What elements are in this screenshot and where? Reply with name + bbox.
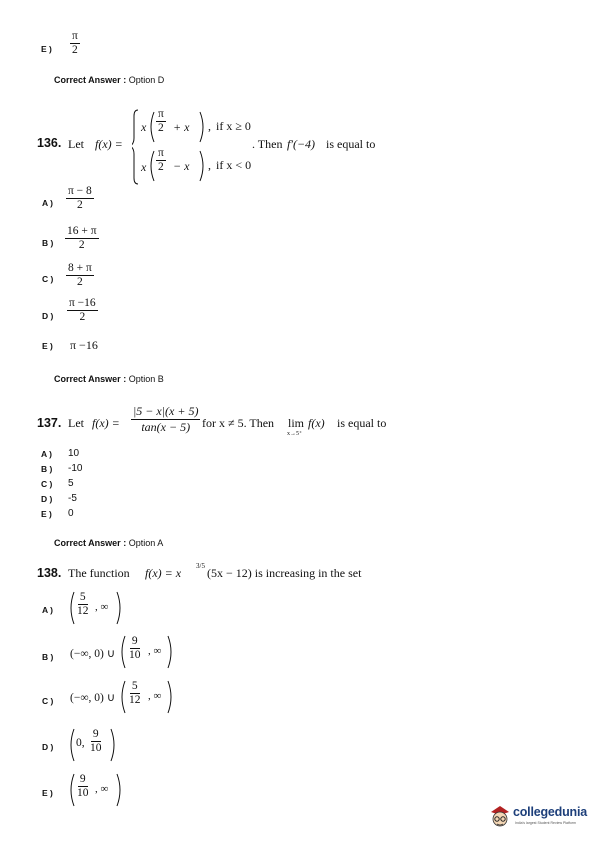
option-c-tail: , ∞ [148,690,162,702]
option-e-label: E ) [42,788,53,798]
option-d-lead: 0, [76,737,85,749]
question-number-138: 138. [37,566,62,580]
option-d-label: D ) [42,742,54,752]
q137-cond: for x ≠ 5. Then [202,416,275,430]
q136-case2-comma: , [208,158,211,172]
option-a-label: A ) [42,198,54,208]
q136-let: Let [68,137,84,151]
q136-then: . Then [252,137,283,151]
q137-options [41,446,82,521]
q137-fx: f(x) = [92,416,120,430]
q136-case2-cond: if x < 0 [216,158,252,172]
option-e-text: π −16 [70,338,98,352]
correct-answer-136: Correct Answer : Option B [54,374,164,384]
option-d: D ) -5 [41,493,77,504]
option-c-fraction: $\frac{5}{12}$ [129,680,141,706]
correct-answer-135: Correct Answer : Option D [54,75,165,85]
option-a: A ) 10 [41,448,80,459]
q137-tail: is equal to [337,416,387,430]
q136-case1-cond: if x ≥ 0 [216,119,251,133]
mascot-icon [488,800,512,830]
q137-lim-sub: x→5⁺ [287,431,303,437]
q137-fraction: $\frac{|5 - x|(x + 5)}{\tan(x - 5)}$ [133,404,199,434]
q136-case1-fraction: $\frac{\pi}{2}$ [158,108,164,134]
q136-tail: is equal to [326,137,376,151]
option-b-fraction: $\frac{9}{10}$ [129,635,141,661]
q136-case1-tail: + x [173,120,190,134]
option-label: E ) [41,44,52,54]
option-a-fraction: $\frac{5}{12}$ [77,591,89,617]
option-b-tail: , ∞ [148,645,162,657]
question-number-137: 137. [37,416,62,430]
q136-fx: f(x) = [95,137,123,151]
option-b-fraction: $\frac{16 + \pi}{2}$ [67,225,97,251]
option-e-tail: , ∞ [95,783,109,795]
option-a-tail: , ∞ [95,601,109,613]
q138-text1: The function [68,566,130,580]
q138-text2: (5x − 12) is increasing in the set [207,566,362,580]
option-e-fraction: $\frac{\pi}{2}$ [72,30,78,56]
brand-name: collegedunia [513,805,588,819]
brand-tagline: India's largest Student Review Platform [515,821,576,825]
option-b-label: B ) [42,238,54,248]
question-number-136: 136. [37,136,62,150]
q138-fx: f(x) = x [145,566,182,580]
option-b-pre: (−∞, 0) ∪ [70,648,116,660]
q137-let: Let [68,416,84,430]
option-c-pre: (−∞, 0) ∪ [70,692,116,704]
q138-exponent: 3/5 [196,562,205,570]
option-e: E ) 0 [41,508,74,519]
q137-limf: f(x) [308,416,325,430]
option-e-label: E ) [42,341,53,351]
option-a-fraction: $\frac{\pi - 8}{2}$ [68,185,92,211]
option-d-label: D ) [42,311,54,321]
option-b-label: B ) [42,652,54,662]
option-c-fraction: $\frac{8 + \pi}{2}$ [68,262,92,288]
option-a-label: A ) [42,605,54,615]
q136-case1-x: x [141,120,147,134]
option-d-fraction: $\frac{\pi -16}{2}$ [69,297,96,323]
q136-case2-fraction: $\frac{\pi}{2}$ [158,147,164,173]
q136-case2-tail: − x [173,159,190,173]
q137-lim: lim [288,416,305,430]
option-b: B ) -10 [41,463,83,474]
option-c-label: C ) [42,274,54,284]
q136-fprime: f′(−4) [287,137,316,151]
q136-case1-comma: , [208,119,211,133]
collegedunia-logo [488,800,592,832]
option-d-fraction: $\frac{9}{10}$ [90,728,102,754]
option-c-label: C ) [42,696,54,706]
correct-answer-137: Correct Answer : Option A [54,538,164,548]
option-e-fraction: $\frac{9}{10}$ [77,773,89,799]
q136-case2-x: x [141,160,147,174]
option-c: C ) 5 [41,478,74,489]
